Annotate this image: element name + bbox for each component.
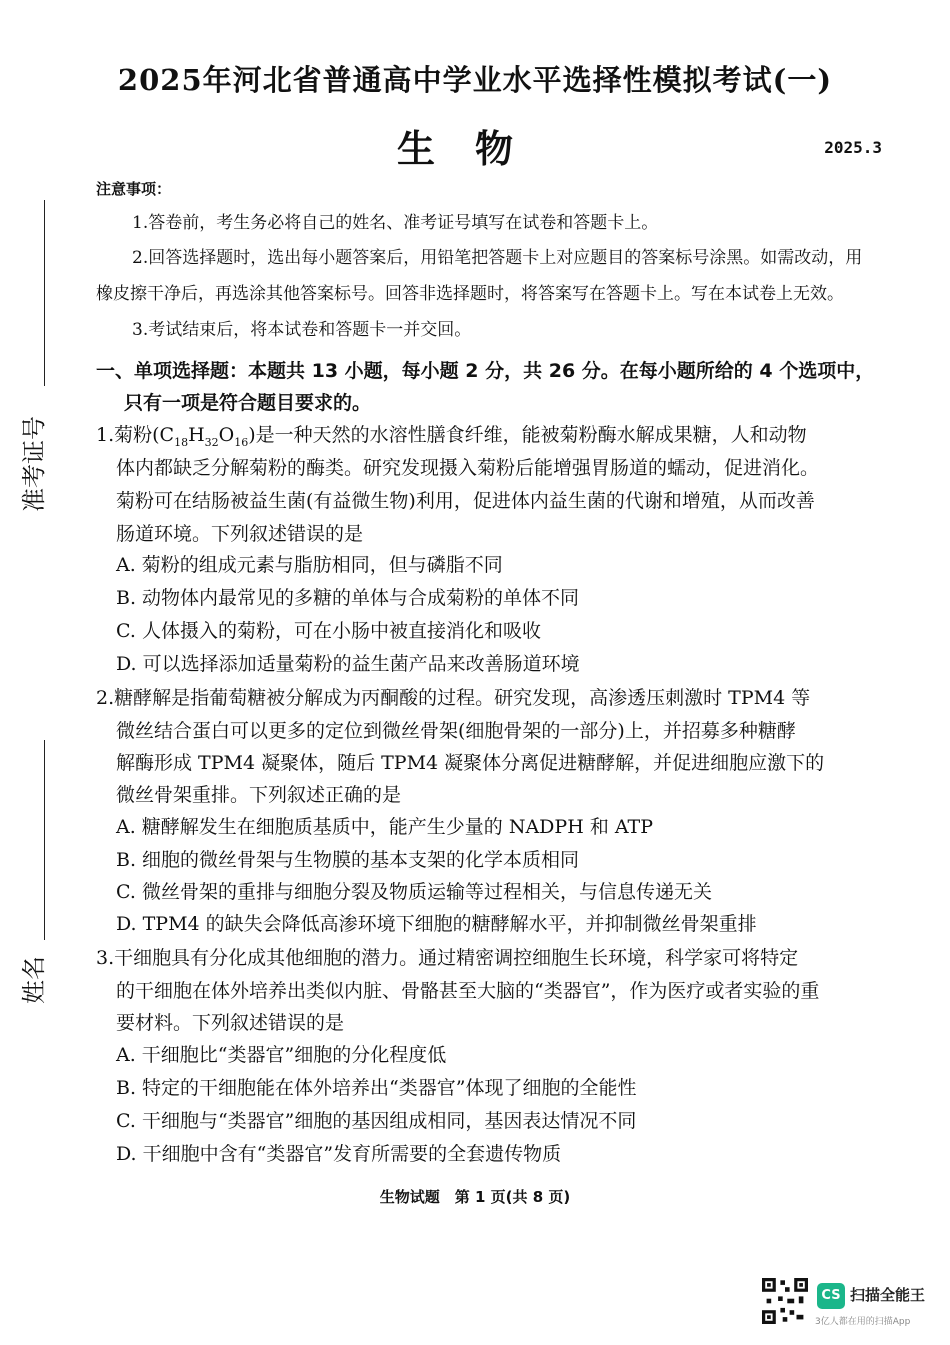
- question-1-option-b: B. 动物体内最常见的多糖的单体与合成菊粉的单体不同: [116, 587, 580, 609]
- section-heading: 一、单项选择题：本题共 13 小题，每小题 2 分，共 26 分。在每小题所给的 4 个选项中，: [96, 360, 875, 382]
- question-1-option-d: D. 可以选择添加适量菊粉的益生菌产品来改善肠道环境: [116, 653, 580, 675]
- question-2-option-b: B. 细胞的微丝骨架与生物膜的基本支架的化学本质相同: [116, 849, 580, 871]
- question-2-line: 解酶形成 TPM4 凝聚体，随后 TPM4 凝聚体分离促进糖酵解，并促进细胞应激下的: [116, 752, 825, 774]
- section-heading-cont: 只有一项是符合题目要求的。: [124, 392, 372, 414]
- question-3-option-d: D. 干细胞中含有“类器官”发育所需要的全套遗传物质: [116, 1143, 562, 1165]
- subject-title: 生物: [396, 126, 553, 171]
- question-2-option-c: C. 微丝骨架的重排与细胞分裂及物质运输等过程相关，与信息传递无关: [116, 881, 712, 903]
- question-3-option-c: C. 干细胞与“类器官”细胞的基因组成相同，基因表达情况不同: [116, 1110, 637, 1132]
- question-3-stem: 3.干细胞具有分化成其他细胞的潜力。通过精密调控细胞生长环境，科学家可将特定: [96, 947, 799, 969]
- question-2-line: 微丝骨架重排。下列叙述正确的是: [116, 784, 402, 806]
- question-1-line: 体内都缺乏分解菊粉的酶类。研究发现摄入菊粉后能增强胃肠道的蠕动，促进消化。: [116, 457, 820, 479]
- camscanner-logo-icon: CS: [817, 1283, 845, 1309]
- exam-id-label: 准考证号: [20, 416, 48, 512]
- exam-date: 2025.3: [824, 138, 882, 157]
- exam-title: 2025年河北省普通高中学业水平选择性模拟考试(一): [117, 63, 833, 97]
- page-footer: 生物试题 第 1 页(共 8 页): [379, 1188, 571, 1206]
- notice-heading: 注意事项：: [96, 180, 172, 198]
- name-underline: [44, 740, 45, 940]
- question-1-option-a: A. 菊粉的组成元素与脂肪相同，但与磷脂不同: [116, 554, 503, 576]
- notice-line: 2.回答选择题时，选出每小题答案后，用铅笔把答题卡上对应题目的答案标号涂黑。如需改动，用: [132, 248, 863, 268]
- question-2-stem: 2.糖酵解是指葡萄糖被分解成为丙酮酸的过程。研究发现，高渗透压刺激时 TPM4 等: [96, 687, 811, 709]
- question-3-option-b: B. 特定的干细胞能在体外培养出“类器官”体现了细胞的全能性: [116, 1077, 637, 1099]
- name-label: 姓名: [20, 956, 48, 1004]
- question-1-stem: 1.菊粉$(C_{18}H_{32}O_{16})$是一种天然的水溶性膳食纤维，能被菊粉酶水解成果糖，人和动物: [96, 424, 807, 449]
- question-2-option-d: D. TPM4 的缺失会降低高渗环境下细胞的糖酵解水平，并抑制微丝骨架重排: [116, 913, 757, 935]
- camscanner-tagline: 3亿人都在用的扫描App: [815, 1317, 911, 1327]
- camscanner-name: 扫描全能王: [850, 1286, 926, 1304]
- question-1-line: 菊粉可在结肠被益生菌(有益微生物)利用，促进体内益生菌的代谢和增殖，从而改善: [116, 490, 815, 512]
- notice-line: 1.答卷前，考生务必将自己的姓名、准考证号填写在试卷和答题卡上。: [132, 213, 659, 233]
- question-3-line: 要材料。下列叙述错误的是: [116, 1012, 345, 1034]
- exam-id-underline: [44, 200, 45, 386]
- qr-code-icon: [762, 1278, 808, 1324]
- question-3-option-a: A. 干细胞比“类器官”细胞的分化程度低: [116, 1044, 447, 1066]
- question-1-option-c: C. 人体摄入的菊粉，可在小肠中被直接消化和吸收: [116, 620, 541, 642]
- question-1-line: 肠道环境。下列叙述错误的是: [116, 523, 364, 545]
- notice-line: 橡皮擦干净后，再选涂其他答案标号。回答非选择题时，将答案写在答题卡上。写在本试卷上无效。: [96, 284, 844, 304]
- question-2-option-a: A. 糖酵解发生在细胞质基质中，能产生少量的 NADPH 和 ATP: [116, 816, 653, 838]
- question-2-line: 微丝结合蛋白可以更多的定位到微丝骨架(细胞骨架的一部分)上，并招募多种糖酵: [116, 720, 796, 742]
- notice-line: 3.考试结束后，将本试卷和答题卡一并交回。: [132, 320, 472, 340]
- question-3-line: 的干细胞在体外培养出类似内脏、骨骼甚至大脑的“类器官”，作为医疗或者实验的重: [116, 980, 820, 1002]
